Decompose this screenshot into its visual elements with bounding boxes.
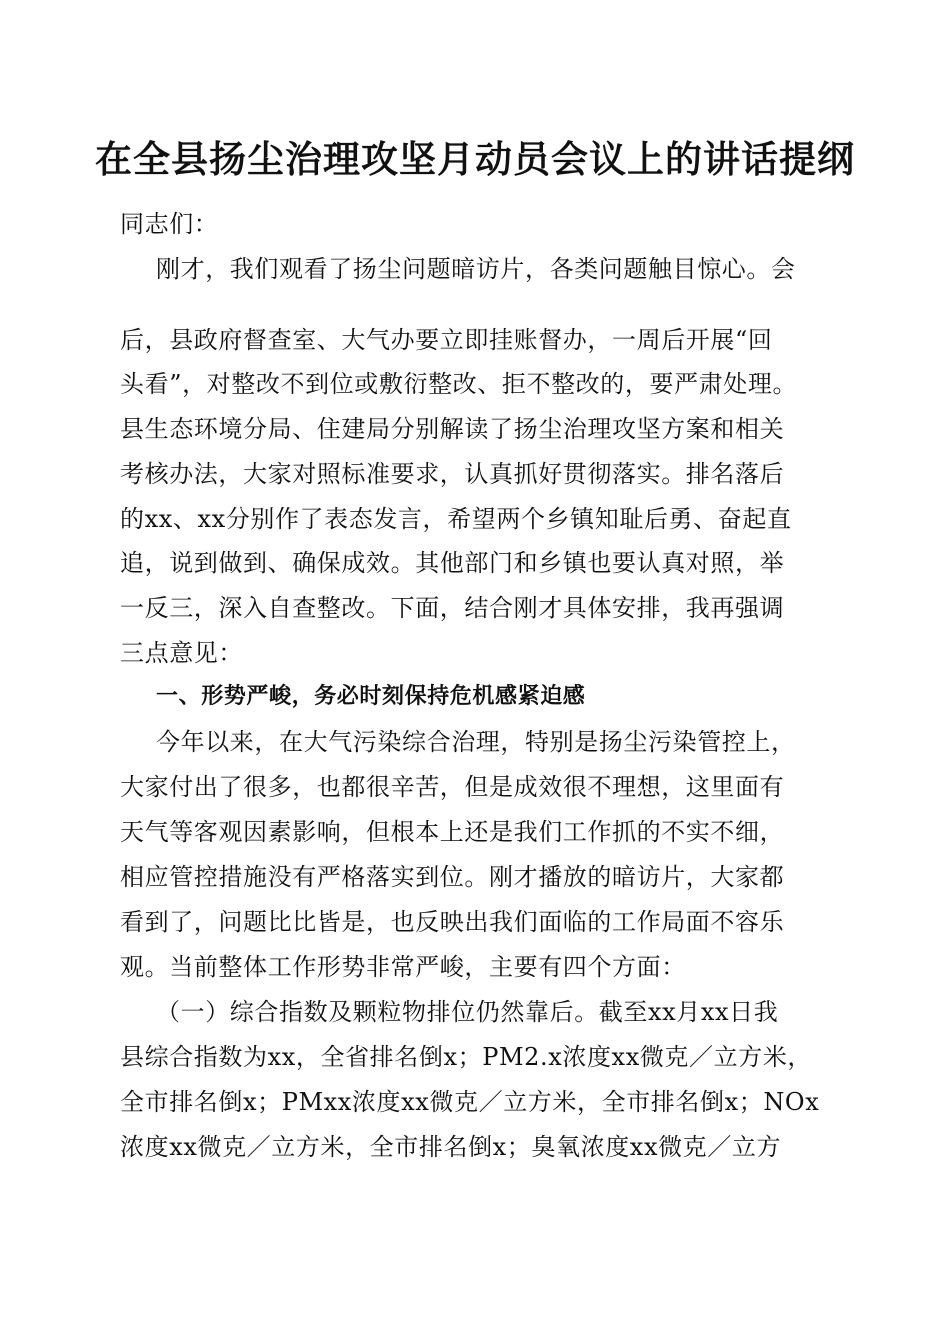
paragraph-line: 三点意见：	[120, 639, 243, 667]
paragraph-line: 后，县政府督查室、大气办要立即挂账督办，一周后开展“回	[120, 326, 773, 354]
paragraph-line: 浓度xx微克／立方米，全市排名倒x；臭氧浓度xx微克／立方	[120, 1133, 782, 1161]
paragraph-line: 县生态环境分局、住建局分别解读了扬尘治理攻坚方案和相关	[120, 415, 785, 443]
paragraph-line: 天气等客观因素影响，但根本上还是我们工作抓的不实不细，	[120, 818, 785, 846]
paragraph-line: 的xx、xx分别作了表态发言，希望两个乡镇知耻后勇、奋起直	[120, 505, 792, 533]
paragraph-line: 头看”，对整改不到位或敷衍整改、拒不整改的，要严肃处理。	[120, 370, 798, 398]
paragraph-line: 今年以来，在大气污染综合治理，特别是扬尘污染管控上，	[156, 728, 796, 756]
paragraph-line: 大家付出了很多，也都很辛苦，但是成效很不理想，这里面有	[120, 773, 785, 801]
salutation: 同志们：	[120, 210, 219, 238]
paragraph-line: （一）综合指数及颗粒物排位仍然靠后。截至xx月xx日我	[156, 998, 779, 1026]
paragraph-line: 县综合指数为xx，全省排名倒x；PM2.x浓度xx微克／立方米，	[120, 1043, 813, 1071]
document-title: 在全县扬尘治理攻坚月动员会议上的讲话提纲	[95, 138, 855, 181]
section-heading: 一、形势严峻，务必时刻保持危机感紧迫感	[156, 684, 586, 709]
paragraph-line: 观。当前整体工作形势非常严峻，主要有四个方面：	[120, 953, 686, 981]
paragraph-line: 看到了，问题比比皆是，也反映出我们面临的工作局面不容乐	[120, 908, 785, 936]
paragraph-line: 相应管控措施没有严格落实到位。刚才播放的暗访片，大家都	[120, 863, 785, 891]
paragraph-line: 追，说到做到、确保成效。其他部门和乡镇也要认真对照，举	[120, 549, 785, 577]
paragraph-line: 全市排名倒x；PMxx浓度xx微克／立方米，全市排名倒x；NOx	[120, 1088, 820, 1116]
paragraph-line: 考核办法，大家对照标准要求，认真抓好贯彻落实。排名落后	[120, 460, 785, 488]
paragraph-line: 一反三，深入自查整改。下面，结合刚才具体安排，我再强调	[120, 594, 785, 622]
paragraph-line: 刚才，我们观看了扬尘问题暗访片，各类问题触目惊心。会	[156, 255, 796, 283]
